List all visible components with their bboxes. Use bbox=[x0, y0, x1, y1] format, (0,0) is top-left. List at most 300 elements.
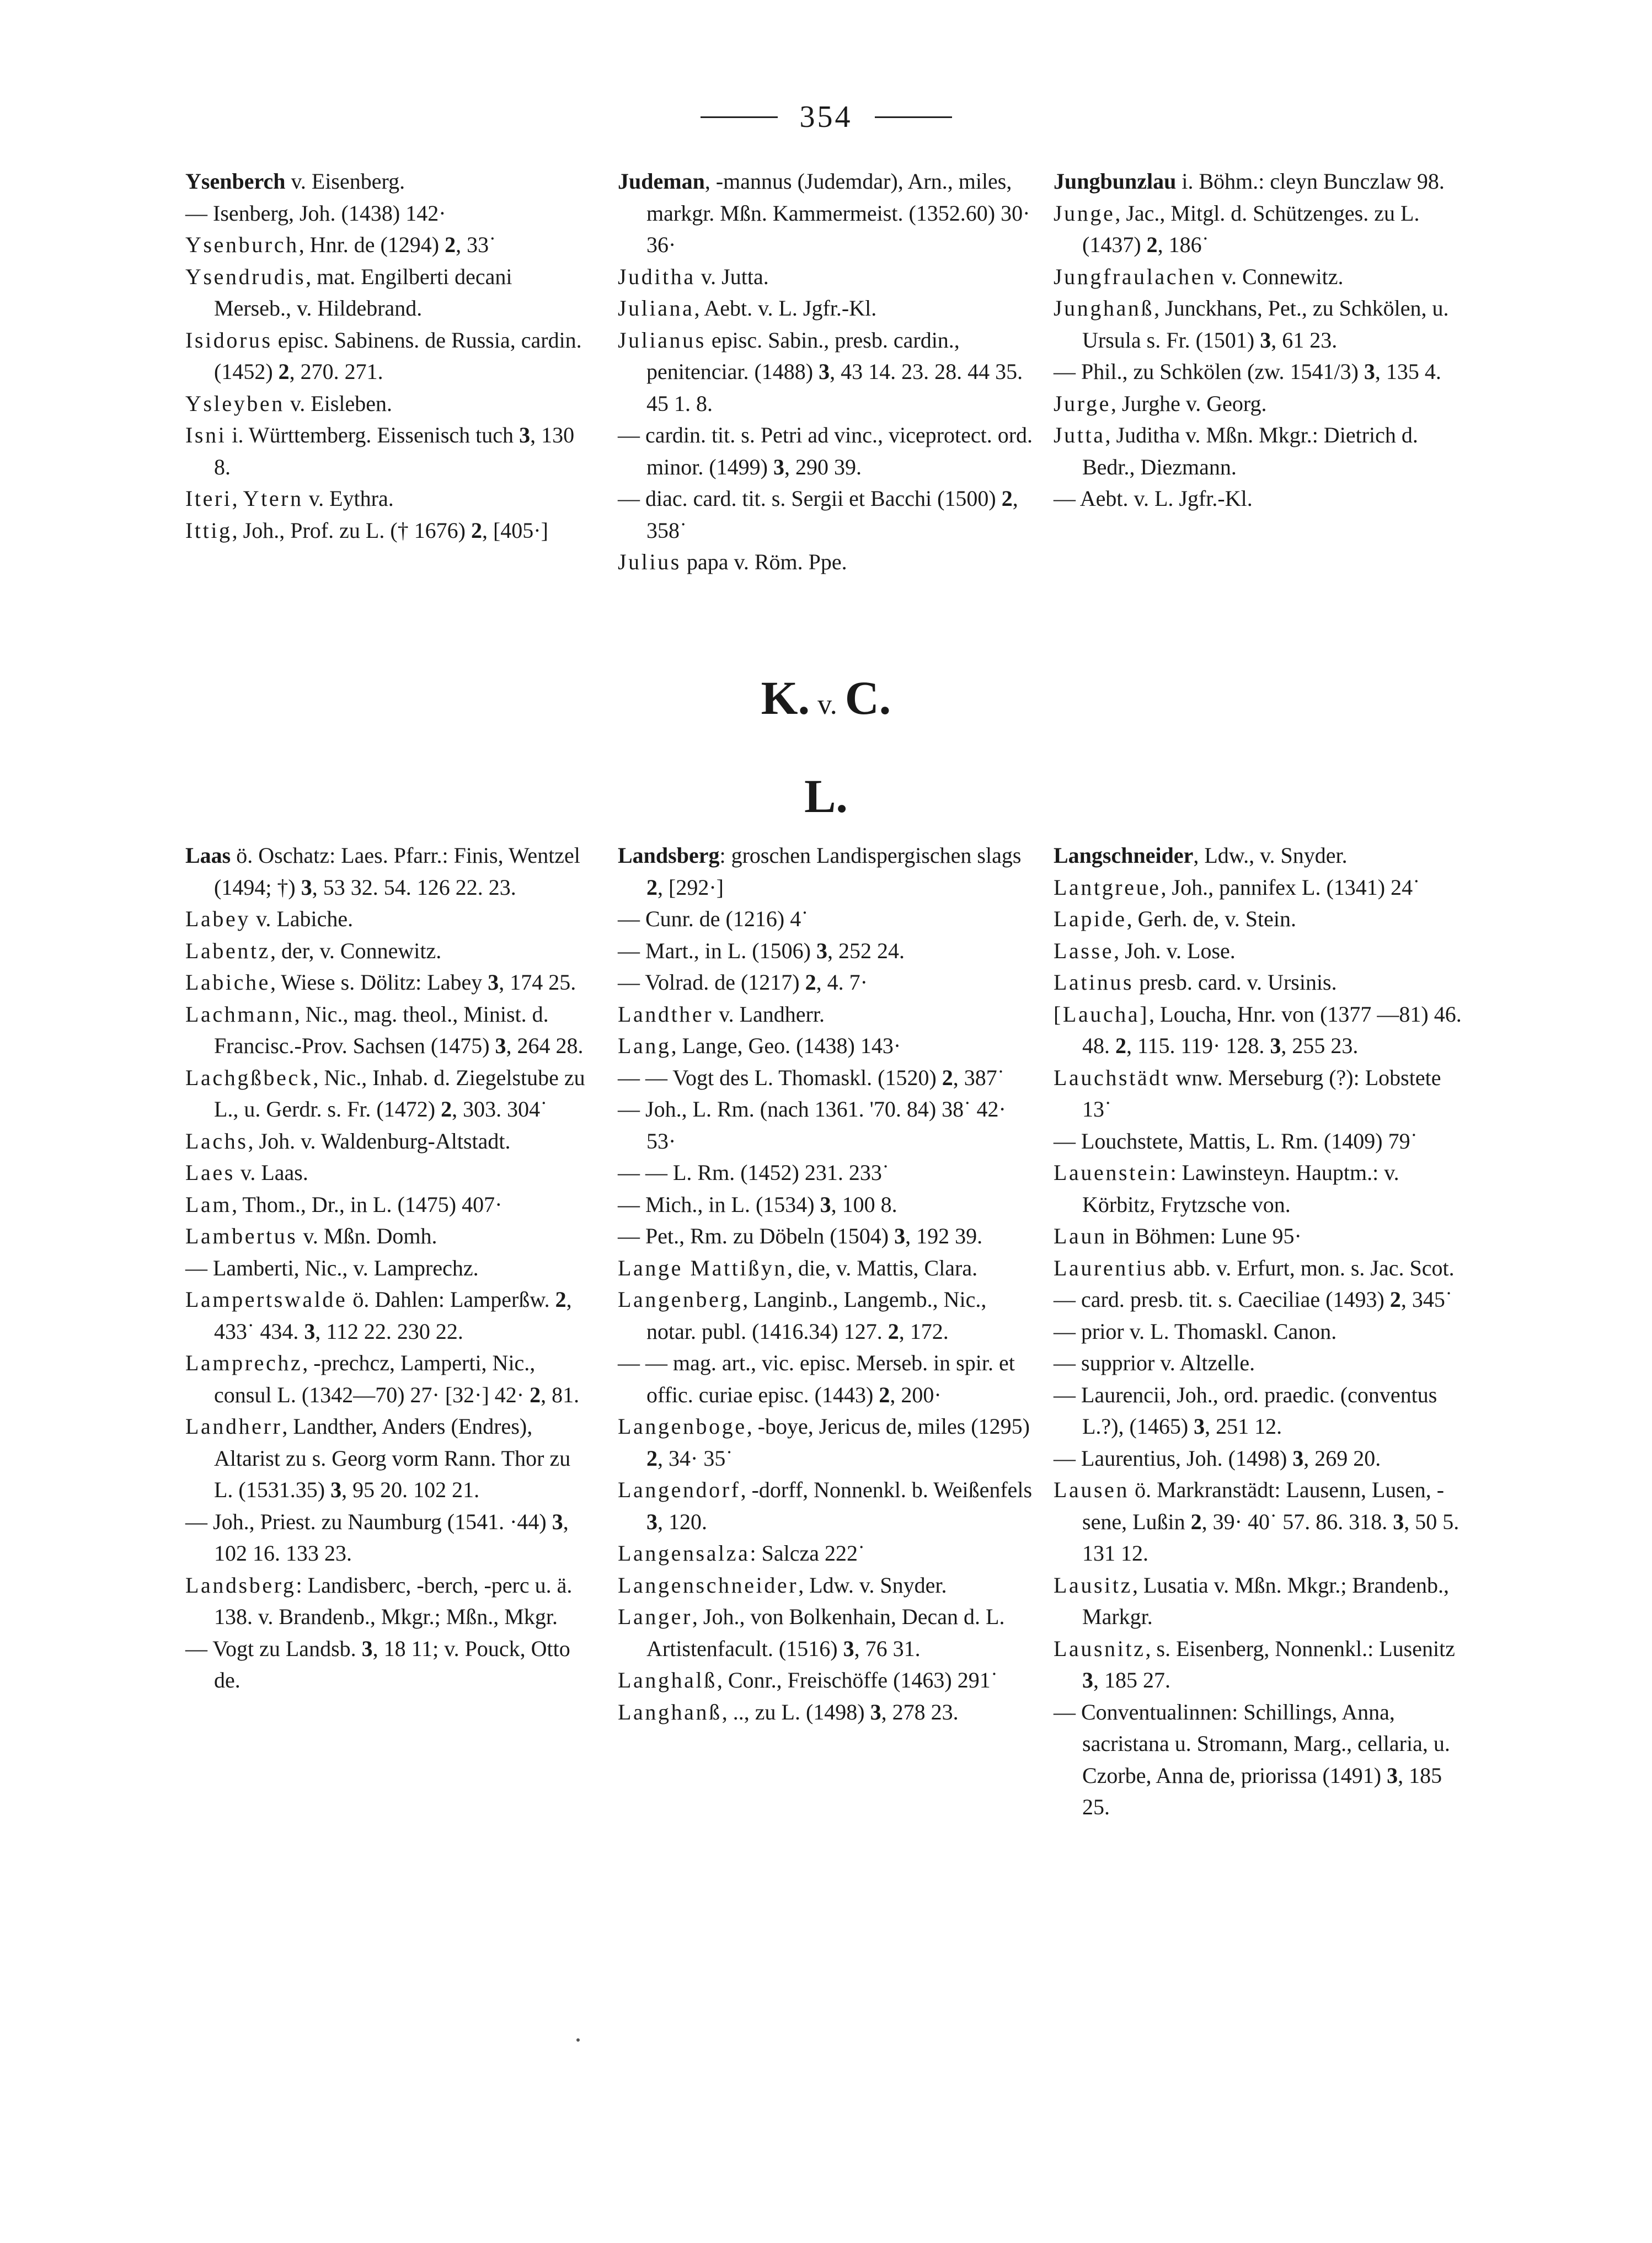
cross-reference-word: v. bbox=[817, 689, 837, 720]
entry-text: , 33˙ bbox=[456, 232, 496, 257]
entry-spaced-text: Langendorf bbox=[618, 1477, 741, 1502]
entry-text: , -mannus (Judemdar), Arn., miles, markgr. Mßn. Kammermeist. (1352.60) 30· 36· bbox=[646, 169, 1030, 257]
index-entry bbox=[618, 1220, 1033, 1252]
entry-text: ö. Dahlen: Lamperßw. bbox=[347, 1287, 555, 1312]
entry-text: , Wiese s. Dölitz: Labey bbox=[270, 970, 488, 995]
index-entry bbox=[1054, 1284, 1473, 1316]
entry-spaced-text: Landther bbox=[618, 1001, 714, 1027]
entry-text: papa v. Röm. Ppe. bbox=[681, 549, 847, 574]
entry-bold-text: 2 bbox=[555, 1287, 566, 1312]
entry-text: — Volrad. de (1217) bbox=[618, 970, 805, 995]
entry-spaced-text: Julianus bbox=[618, 327, 706, 353]
entry-text: , 174 25. bbox=[499, 970, 576, 995]
entry-text: , Jac., Mitgl. d. Schützenges. zu L. (1437) bbox=[1082, 200, 1420, 257]
entry-spaced-text: [Laucha] bbox=[1054, 1001, 1150, 1027]
entry-bold-text: 3 bbox=[1292, 1445, 1304, 1471]
entry-bold-text: 2 bbox=[805, 970, 816, 995]
entry-text: i. Württemberg. Eissenisch tuch bbox=[226, 423, 520, 447]
entry-text: , der, v. Connewitz. bbox=[270, 938, 442, 963]
entry-text: , 269 20. bbox=[1303, 1445, 1381, 1471]
entry-text: , 290 39. bbox=[784, 454, 862, 479]
entry-text: : Lawinsteyn. Hauptm.: v. Körbitz, Frytzsche von. bbox=[1082, 1160, 1399, 1217]
entry-text: v. Eisenberg. bbox=[285, 169, 405, 194]
entry-text: , 192 39. bbox=[905, 1224, 983, 1248]
entry-text: , Joh., pannifex L. (1341) 24˙ bbox=[1161, 874, 1420, 900]
entry-bold-text: 3 bbox=[870, 1699, 881, 1724]
index-entry bbox=[185, 1506, 594, 1569]
index-entry bbox=[1054, 356, 1473, 388]
entry-text: — diac. card. tit. s. Sergii et Bacchi (1500) bbox=[618, 486, 1002, 511]
entry-text: , 112 22. 230 22. bbox=[315, 1318, 463, 1344]
index-entry bbox=[618, 1569, 1033, 1601]
entry-bold-text: 3 bbox=[495, 1033, 506, 1058]
bottom-column-3 bbox=[1054, 840, 1473, 1823]
entry-spaced-text: Lachs bbox=[185, 1128, 248, 1153]
entry-text: — Phil., zu Schkölen (zw. 1541/3) bbox=[1054, 359, 1364, 384]
entry-text: v. Jutta. bbox=[695, 264, 769, 289]
entry-bold-text: 3 bbox=[820, 1192, 831, 1217]
entry-text: , 264 28. bbox=[506, 1033, 584, 1058]
entry-text: , 18 11; v. Pouck, Otto de. bbox=[214, 1636, 570, 1692]
entry-text: , Gerh. de, v. Stein. bbox=[1126, 906, 1296, 931]
entry-spaced-text: Lausnitz bbox=[1054, 1636, 1146, 1661]
index-entry bbox=[1054, 966, 1473, 998]
entry-bold-text: 3 bbox=[1082, 1668, 1093, 1692]
entry-spaced-text: Julius bbox=[618, 549, 681, 574]
entry-spaced-text: Laun bbox=[1054, 1224, 1107, 1248]
entry-bold-text: Jungbunzlau bbox=[1054, 169, 1177, 194]
entry-text: , 135 4. bbox=[1375, 359, 1441, 384]
index-entry bbox=[185, 1189, 594, 1221]
index-entry bbox=[618, 966, 1033, 998]
entry-spaced-text: Iteri bbox=[185, 486, 232, 511]
index-entry bbox=[1054, 1443, 1473, 1475]
index-entry bbox=[618, 261, 1033, 293]
entry-text: : Landisberc, -berch, -perc u. ä. 138. v. Brandenb., Mkgr.; Mßn., Mkgr. bbox=[214, 1572, 573, 1629]
entry-bold-text: 2 bbox=[646, 1445, 657, 1471]
header-rule-right bbox=[875, 116, 952, 118]
entry-bold-text: 3 bbox=[1364, 359, 1375, 384]
entry-text: , 270. 271. bbox=[289, 359, 383, 384]
entry-text: episc. Sabin., presb. cardin., penitenciar. (1488) bbox=[646, 327, 960, 384]
index-entry bbox=[185, 840, 594, 903]
entry-text: — Cunr. de (1216) 4˙ bbox=[618, 906, 809, 931]
entry-text: , Ldw., v. Snyder. bbox=[1193, 843, 1348, 868]
index-entry bbox=[618, 840, 1033, 903]
index-entry bbox=[618, 292, 1033, 324]
entry-spaced-text: Isidorus bbox=[185, 327, 272, 353]
entry-bold-text: 3 bbox=[1260, 327, 1271, 353]
entry-spaced-text: Lausitz bbox=[1054, 1572, 1132, 1598]
entry-text: : Salcza 222˙ bbox=[750, 1541, 865, 1566]
entry-spaced-text: Ysendrudis bbox=[185, 264, 306, 289]
entry-bold-text: 3 bbox=[1387, 1763, 1398, 1788]
entry-text: , 43 14. 23. 28. 44 35. 45 1. 8. bbox=[646, 359, 1023, 416]
entry-text: , 120. bbox=[657, 1509, 707, 1534]
index-entry bbox=[1054, 1125, 1473, 1157]
cross-reference-heading bbox=[0, 670, 1652, 725]
index-entry bbox=[185, 1157, 594, 1189]
entry-bold-text: Laas bbox=[185, 843, 231, 868]
entry-text: , 4. 7· bbox=[816, 970, 868, 995]
entry-bold-text: Langschneider bbox=[1054, 843, 1194, 868]
entry-text: — Aebt. v. L. Jgfr.-Kl. bbox=[1054, 486, 1253, 511]
entry-text: , Thom., Dr., in L. (1475) 407· bbox=[232, 1192, 502, 1217]
entry-bold-text: 2 bbox=[888, 1318, 899, 1344]
index-entry bbox=[618, 1284, 1033, 1347]
index-entry bbox=[185, 324, 589, 388]
index-entry bbox=[618, 1601, 1033, 1664]
entry-text: , 200· bbox=[890, 1382, 942, 1407]
entry-bold-text: 2 bbox=[1389, 1287, 1401, 1312]
entry-text: , 76 31. bbox=[854, 1636, 921, 1661]
entry-text: , s. Eisenberg, Nonnenkl.: Lusenitz bbox=[1145, 1636, 1455, 1661]
index-entry bbox=[185, 1125, 594, 1157]
entry-bold-text: 2 bbox=[1190, 1509, 1202, 1534]
entry-text: — cardin. tit. s. Petri ad vinc., viceprotect. ord. minor. (1499) bbox=[618, 423, 1033, 479]
index-entry bbox=[185, 483, 589, 515]
entry-spaced-text: Landherr bbox=[185, 1414, 282, 1439]
index-entry bbox=[1054, 998, 1473, 1062]
entry-bold-text: 3 bbox=[894, 1224, 906, 1248]
index-entry bbox=[618, 483, 1033, 546]
index-entry bbox=[1054, 1220, 1473, 1252]
entry-spaced-text: Laurentius bbox=[1054, 1255, 1168, 1280]
index-entry bbox=[185, 197, 589, 229]
entry-spaced-text: Jurge bbox=[1054, 391, 1111, 416]
entry-text: , 100 8. bbox=[831, 1192, 897, 1217]
entry-text: , 387˙ bbox=[953, 1065, 1005, 1090]
entry-bold-text: 3 bbox=[1194, 1414, 1205, 1439]
entry-text: , 34· 35˙ bbox=[657, 1445, 733, 1471]
entry-text: , Landther, Anders (Endres), Altarist zu s. Georg vorm Rann. Thor zu L. (1531.35) bbox=[214, 1414, 571, 1502]
entry-text: episc. Sabinens. de Russia, cardin. (1452) bbox=[214, 327, 582, 384]
entry-bold-text: 2 bbox=[1001, 486, 1013, 511]
index-entry bbox=[1054, 197, 1473, 261]
entry-spaced-text: Latinus bbox=[1054, 970, 1134, 995]
index-entry bbox=[618, 1411, 1033, 1474]
index-entry bbox=[1054, 903, 1473, 935]
entry-text: , 53 32. 54. 126 22. 23. bbox=[312, 874, 516, 900]
index-entry bbox=[618, 1062, 1033, 1094]
entry-text: , Ldw. v. Snyder. bbox=[798, 1572, 947, 1598]
index-entry bbox=[185, 1347, 594, 1411]
entry-bold-text: 2 bbox=[471, 517, 482, 543]
index-entry bbox=[1054, 483, 1473, 515]
entry-text: , Joh., von Bolkenhain, Decan d. L. Artistenfacult. (1516) bbox=[646, 1604, 1005, 1661]
entry-text: — Mich., in L. (1534) bbox=[618, 1192, 820, 1217]
entry-bold-text: 2 bbox=[646, 874, 657, 900]
entry-text: v. Mßn. Domh. bbox=[297, 1224, 437, 1248]
entry-text: , 172. bbox=[899, 1318, 949, 1344]
entry-text: — Joh., Priest. zu Naumburg (1541. ·44) bbox=[185, 1509, 552, 1534]
entry-spaced-text: Isni bbox=[185, 423, 227, 447]
entry-text: , -prechcz, Lamperti, Nic., consul L. (1342—70) 27· [32·] 42· bbox=[214, 1350, 536, 1407]
entry-spaced-text: Lange Mattißyn bbox=[618, 1255, 788, 1280]
entry-text: v. Eythra. bbox=[303, 486, 394, 511]
entry-text: , [405·] bbox=[482, 517, 548, 543]
entry-bold-text: 2 bbox=[879, 1382, 890, 1407]
entry-spaced-text: Lambertus bbox=[185, 1224, 298, 1248]
entry-bold-text: 2 bbox=[530, 1382, 541, 1407]
entry-spaced-text: Ytern bbox=[243, 486, 303, 511]
cross-reference-letter: K. bbox=[761, 671, 810, 724]
entry-bold-text: 2 bbox=[1146, 232, 1158, 257]
index-entry bbox=[1054, 1347, 1473, 1379]
entry-spaced-text: Lasse bbox=[1054, 938, 1114, 963]
entry-spaced-text: Lapide bbox=[1054, 906, 1127, 931]
entry-text: , Joh. v. Waldenburg-Altstadt. bbox=[248, 1128, 511, 1153]
entry-spaced-text: Langenberg bbox=[618, 1287, 743, 1312]
entry-text: , Lange, Geo. (1438) 143· bbox=[671, 1033, 901, 1058]
entry-text: — Laurentius, Joh. (1498) bbox=[1054, 1445, 1293, 1471]
entry-text: , Joh. v. Lose. bbox=[1114, 938, 1236, 963]
entry-bold-text: 2 bbox=[1115, 1033, 1126, 1058]
index-entry bbox=[185, 515, 589, 547]
page-blemish bbox=[576, 2038, 580, 2042]
entry-text: , Jurghe v. Georg. bbox=[1110, 391, 1267, 416]
entry-text: , 102 16. 133 23. bbox=[214, 1509, 569, 1566]
section-letter-heading: L. bbox=[804, 770, 848, 823]
index-entry bbox=[185, 1284, 594, 1347]
entry-spaced-text: Juditha bbox=[618, 264, 696, 289]
entry-text: , 185 25. bbox=[1082, 1763, 1442, 1819]
entry-text: v. Connewitz. bbox=[1216, 264, 1344, 289]
index-entry bbox=[1054, 872, 1473, 904]
cross-reference-target: C. bbox=[844, 671, 891, 724]
index-entry bbox=[618, 998, 1033, 1030]
index-entry bbox=[618, 546, 1033, 578]
entry-spaced-text: Labey bbox=[185, 906, 250, 931]
entry-spaced-text: Langhanß bbox=[618, 1699, 722, 1724]
page-number: 354 bbox=[799, 100, 853, 134]
index-entry bbox=[1054, 840, 1473, 872]
index-entry bbox=[185, 1220, 594, 1252]
index-entry bbox=[185, 165, 589, 197]
index-entry bbox=[1054, 165, 1473, 197]
entry-text: , 433˙ 434. bbox=[214, 1287, 572, 1344]
index-entry bbox=[618, 1537, 1033, 1569]
entry-bold-text: 3 bbox=[488, 970, 499, 995]
entry-spaced-text: Juliana bbox=[618, 296, 694, 321]
entry-text: , die, v. Mattis, Clara. bbox=[787, 1255, 978, 1280]
index-entry bbox=[618, 1696, 1033, 1728]
index-entry bbox=[185, 229, 589, 261]
entry-text: : groschen Landispergischen slags bbox=[719, 843, 1022, 868]
entry-spaced-text: Labentz bbox=[185, 938, 271, 963]
entry-text: , 95 20. 102 21. bbox=[341, 1477, 480, 1502]
index-entry bbox=[618, 1347, 1033, 1411]
entry-text: , Hnr. de (1294) bbox=[298, 232, 445, 257]
entry-spaced-text: Lausen bbox=[1054, 1477, 1130, 1502]
entry-text: presb. card. v. Ursinis. bbox=[1134, 970, 1337, 995]
entry-bold-text: 3 bbox=[330, 1477, 342, 1502]
entry-bold-text: 3 bbox=[1270, 1033, 1281, 1058]
entry-text: v. Laas. bbox=[234, 1160, 308, 1185]
index-entry bbox=[618, 903, 1033, 935]
entry-text: , 251 12. bbox=[1205, 1414, 1282, 1439]
index-entry bbox=[1054, 261, 1473, 293]
top-column-3 bbox=[1054, 165, 1473, 515]
entry-text: v. Eisleben. bbox=[284, 391, 393, 416]
entry-text: abb. v. Erfurt, mon. s. Jac. Scot. bbox=[1168, 1255, 1455, 1280]
entry-text: , 130 8. bbox=[214, 423, 575, 479]
index-entry bbox=[1054, 1696, 1473, 1823]
entry-spaced-text: Langenschneider bbox=[618, 1572, 799, 1598]
bottom-column-1 bbox=[185, 840, 594, 1696]
index-entry bbox=[185, 1569, 594, 1633]
entry-bold-text: 3 bbox=[819, 359, 830, 384]
index-entry bbox=[185, 419, 589, 483]
entry-bold-text: 3 bbox=[773, 454, 784, 479]
entry-spaced-text: Lam bbox=[185, 1192, 232, 1217]
index-entry bbox=[618, 419, 1033, 483]
entry-text: , 185 27. bbox=[1093, 1668, 1170, 1692]
entry-text: — Mart., in L. (1506) bbox=[618, 938, 816, 963]
index-entry bbox=[1054, 1252, 1473, 1284]
entry-spaced-text: Langhalß bbox=[618, 1668, 717, 1692]
entry-text: ö. Markranstädt: Lausenn, Lusen, -sene, Lußin bbox=[1082, 1477, 1445, 1534]
index-entry bbox=[1054, 1157, 1473, 1220]
entry-spaced-text: Jungfraulachen bbox=[1054, 264, 1216, 289]
entry-text: , [292·] bbox=[657, 874, 724, 900]
entry-text: , Lusatia v. Mßn. Mkgr.; Brandenb., Markgr. bbox=[1082, 1572, 1449, 1629]
index-entry bbox=[185, 1252, 594, 1284]
entry-text: , 345˙ bbox=[1400, 1287, 1453, 1312]
entry-text: , Junckhans, Pet., zu Schkölen, u. Ursula s. Fr. (1501) bbox=[1082, 296, 1449, 353]
entry-bold-text: 3 bbox=[552, 1509, 563, 1534]
entry-text: , Nic., mag. theol., Minist. d. Francisc.-Prov. Sachsen (1475) bbox=[214, 1001, 549, 1058]
entry-bold-text: 2 bbox=[441, 1097, 452, 1122]
entry-spaced-text: Langenboge bbox=[618, 1414, 747, 1439]
entry-text: , -boye, Jericus de, miles (1295) bbox=[746, 1414, 1030, 1439]
bottom-column-2 bbox=[618, 840, 1033, 1728]
entry-bold-text: 3 bbox=[301, 874, 312, 900]
entry-bold-text: 3 bbox=[361, 1636, 373, 1661]
entry-text: — — Vogt des L. Thomaskl. (1520) bbox=[618, 1065, 942, 1090]
entry-spaced-text: Ysenburch bbox=[185, 232, 299, 257]
index-entry bbox=[1054, 1474, 1473, 1569]
top-column-1 bbox=[185, 165, 589, 546]
index-entry bbox=[185, 1633, 594, 1696]
entry-text: , 358˙ bbox=[646, 486, 1018, 543]
index-entry bbox=[185, 935, 594, 967]
index-entry bbox=[185, 966, 594, 998]
entry-text: i. Böhm.: cleyn Bunczlaw 98. bbox=[1176, 169, 1445, 194]
entry-text: , 115. 119· 128. bbox=[1126, 1033, 1270, 1058]
entry-spaced-text: Langensalza bbox=[618, 1541, 750, 1566]
entry-text: — Joh., L. Rm. (nach 1361. '70. 84) 38˙ 42· 53· bbox=[618, 1097, 1006, 1153]
index-entry bbox=[1054, 388, 1473, 420]
entry-text: — Lamberti, Nic., v. Lamprechz. bbox=[185, 1255, 479, 1280]
entry-text: — prior v. L. Thomaskl. Canon. bbox=[1054, 1318, 1337, 1344]
entry-text: , .., zu L. (1498) bbox=[721, 1699, 870, 1724]
entry-spaced-text: Lamprechz bbox=[185, 1350, 303, 1375]
entry-bold-text: 3 bbox=[1393, 1509, 1404, 1534]
entry-text: , Juditha v. Mßn. Mkgr.: Dietrich d. Bedr., Diezmann. bbox=[1082, 423, 1418, 479]
entry-spaced-text: Lampertswalde bbox=[185, 1287, 347, 1312]
entry-text: — Pet., Rm. zu Döbeln (1504) bbox=[618, 1224, 895, 1248]
entry-text: , 50 5. 131 12. bbox=[1082, 1509, 1459, 1566]
index-entry bbox=[185, 261, 589, 324]
entry-text: , 252 24. bbox=[827, 938, 905, 963]
entry-spaced-text: Ysleyben bbox=[185, 391, 285, 416]
entry-bold-text: 2 bbox=[942, 1065, 953, 1090]
entry-bold-text: 2 bbox=[278, 359, 290, 384]
index-entry bbox=[1054, 1379, 1473, 1443]
entry-spaced-text: Langer bbox=[618, 1604, 692, 1629]
entry-spaced-text: Labiche bbox=[185, 970, 271, 995]
entry-bold-text: Ysenberch bbox=[185, 169, 286, 194]
entry-text: v. Labiche. bbox=[250, 906, 354, 931]
entry-text: ö. Oschatz: Laes. Pfarr.: Finis, Wentzel (1494; †) bbox=[214, 843, 580, 900]
entry-bold-text: 3 bbox=[816, 938, 827, 963]
index-entry bbox=[618, 1664, 1033, 1696]
entry-text: , bbox=[232, 486, 243, 511]
index-entry bbox=[185, 1062, 594, 1125]
entry-text: — Conventualinnen: Schillings, Anna, sacristana u. Stromann, Marg., cellaria, u. Czorbe, Anna de, priorissa (1491) bbox=[1054, 1699, 1450, 1788]
entry-text: , Langinb., Langemb., Nic., notar. publ. (1416.34) 127. bbox=[646, 1287, 987, 1344]
index-entry bbox=[618, 1252, 1033, 1284]
entry-text: in Böhmen: Lune 95· bbox=[1106, 1224, 1302, 1248]
entry-text: , 61 23. bbox=[1271, 327, 1338, 353]
index-entry bbox=[618, 165, 1033, 261]
entry-text: — — L. Rm. (1452) 231. 233˙ bbox=[618, 1160, 890, 1185]
entry-text: — — mag. art., vic. episc. Merseb. in spir. et offic. curiae episc. (1443) bbox=[618, 1350, 1015, 1407]
entry-spaced-text: Lachmann bbox=[185, 1001, 295, 1027]
entry-text: , 303. 304˙ bbox=[452, 1097, 548, 1122]
entry-bold-text: Judeman bbox=[618, 169, 705, 194]
entry-spaced-text: Lantgreue bbox=[1054, 874, 1161, 900]
page-header bbox=[0, 95, 1652, 139]
index-entry bbox=[618, 1474, 1033, 1537]
index-entry bbox=[618, 935, 1033, 967]
entry-spaced-text: Jutta bbox=[1054, 423, 1105, 447]
entry-text: , Nic., Inhab. d. Ziegelstube zu L., u. Gerdr. s. Fr. (1472) bbox=[214, 1065, 585, 1122]
index-entry bbox=[618, 1157, 1033, 1189]
entry-spaced-text: Lauchstädt bbox=[1054, 1065, 1170, 1090]
index-entry bbox=[618, 1030, 1033, 1062]
index-entry bbox=[1054, 292, 1473, 356]
entry-text: , mat. Engilberti decani Merseb., v. Hildebrand. bbox=[214, 264, 512, 321]
index-entry bbox=[1054, 1316, 1473, 1348]
entry-text: v. Landherr. bbox=[713, 1001, 825, 1027]
entry-text: , 278 23. bbox=[881, 1699, 959, 1724]
entry-text: — Isenberg, Joh. (1438) 142· bbox=[185, 200, 446, 226]
entry-text: — Louchstete, Mattis, L. Rm. (1409) 79˙ bbox=[1054, 1128, 1418, 1153]
entry-text: , 255 23. bbox=[1281, 1033, 1359, 1058]
entry-spaced-text: Lang bbox=[618, 1033, 671, 1058]
entry-bold-text: 2 bbox=[445, 232, 456, 257]
entry-spaced-text: Ittig bbox=[185, 517, 232, 543]
header-rule-left bbox=[701, 116, 778, 118]
index-entry bbox=[618, 1189, 1033, 1221]
entry-spaced-text: Landsberg bbox=[185, 1572, 296, 1598]
entry-text: , 81. bbox=[541, 1382, 580, 1407]
entry-text: — card. presb. tit. s. Caeciliae (1493) bbox=[1054, 1287, 1390, 1312]
entry-spaced-text: Junge bbox=[1054, 200, 1115, 226]
entry-bold-text: Landsberg bbox=[618, 843, 720, 868]
entry-text: — Vogt zu Landsb. bbox=[185, 1636, 362, 1661]
entry-text: , Conr., Freischöffe (1463) 291˙ bbox=[717, 1668, 998, 1692]
entry-text: , Joh., Prof. zu L. († 1676) bbox=[232, 517, 471, 543]
entry-text: wnw. Merseburg (?): Lobstete 13˙ bbox=[1082, 1065, 1441, 1122]
entry-bold-text: 3 bbox=[304, 1318, 316, 1344]
entry-spaced-text: Lachgßbeck bbox=[185, 1065, 313, 1090]
index-entry bbox=[618, 324, 1033, 420]
index-entry bbox=[185, 998, 594, 1062]
index-entry bbox=[1054, 1569, 1473, 1633]
